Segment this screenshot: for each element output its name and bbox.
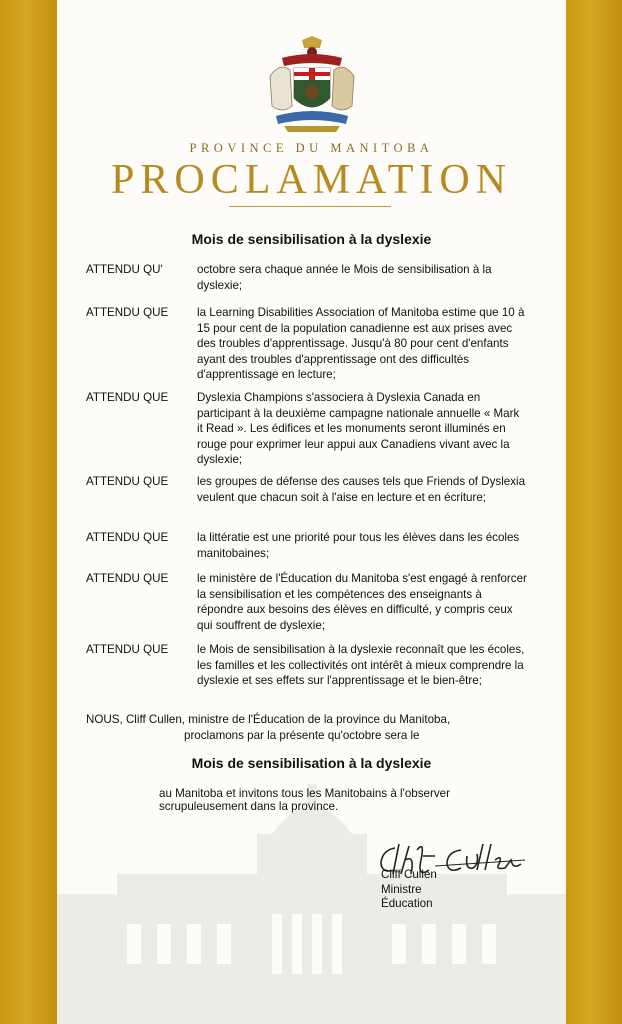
gold-border-right [566,0,622,1024]
clause-label: ATTENDU QUE [86,391,169,404]
gold-border-left [0,0,57,1024]
clause-text: le Mois de sensibilisation à la dyslexie reconnaît que les écoles, les familles et les collectivités ont intérêt à mieux comprendre la dyslexie et ses effets sur l'apprentissage et le bien-être; [197,643,525,687]
clause-label: ATTENDU QUE [86,306,169,319]
province-label: PROVINCE DU MANITOBA [189,141,434,155]
closing-statement: au Manitoba et invitons tous les Manitobains à l'observer scrupuleusement dans la province. [159,787,450,813]
proclaimed-month-heading: Mois de sensibilisation à la dyslexie [191,755,432,771]
clause-label: ATTENDU QUE [86,531,169,544]
clause-label: ATTENDU QUE [86,572,169,585]
clause-text: octobre sera chaque année le Mois de sensibilisation à la dyslexie; [197,263,492,292]
clause-text: le ministère de l'Éducation du Manitoba s'est engagé à renforcer la sensibilisation et les compétences des enseignants à répondre aux besoins des élèves en difficulté, y compris ceux qui souffrent de dyslexie; [197,572,527,632]
proclaim-line-2: proclamons par la présente qu'octobre sera le [184,728,420,742]
clause-text: les groupes de défense des causes tels que Friends of Dyslexia veulent que chacun soit à l'aise en lecture et en écriture; [197,475,526,504]
proclamation-heading: Mois de sensibilisation à la dyslexie [191,231,432,247]
legislative-building-watermark [57,784,566,1024]
proclaim-statement [86,712,526,743]
clause-text: la Learning Disabilities Association of Manitoba estime que 10 à 15 pour cent de la population canadienne est aux prises avec des troubles d'apprentissage. Jusqu'à 80 pour cent d'enfants ayant des troubles d'apprentissage ont des difficultés d'apprentissage en lecture; [197,306,525,381]
signatory-title: Ministre [381,882,422,896]
document-title: PROCLAMATION [110,157,513,203]
clause-label: ATTENDU QUE [86,643,169,656]
signatory-name: Cliff Cullen [381,868,437,881]
clause-label: ATTENDU QU' [86,263,163,276]
clause-label: ATTENDU QUE [86,475,169,488]
signatory-department: Éducation [381,897,433,910]
title-divider [229,206,391,207]
manitoba-coat-of-arms-icon [262,36,362,134]
clause-text: Dyslexia Champions s'associera à Dyslexia Canada en participant à la deuxième campagne nationale annuelle « Mark it Read ». Les édifices et les monuments seront illuminés en rouge pour exprimer leur appui aux Canadiens vivant avec la dyslexie; [197,391,520,466]
proclaim-line-1: NOUS, Cliff Cullen, ministre de l'Éducation de la province du Manitoba, [86,713,451,726]
signature-block [381,868,437,912]
clause-text: la littératie est une priorité pour tous les élèves dans les écoles manitobaines; [197,531,520,560]
document-body [57,0,566,1024]
